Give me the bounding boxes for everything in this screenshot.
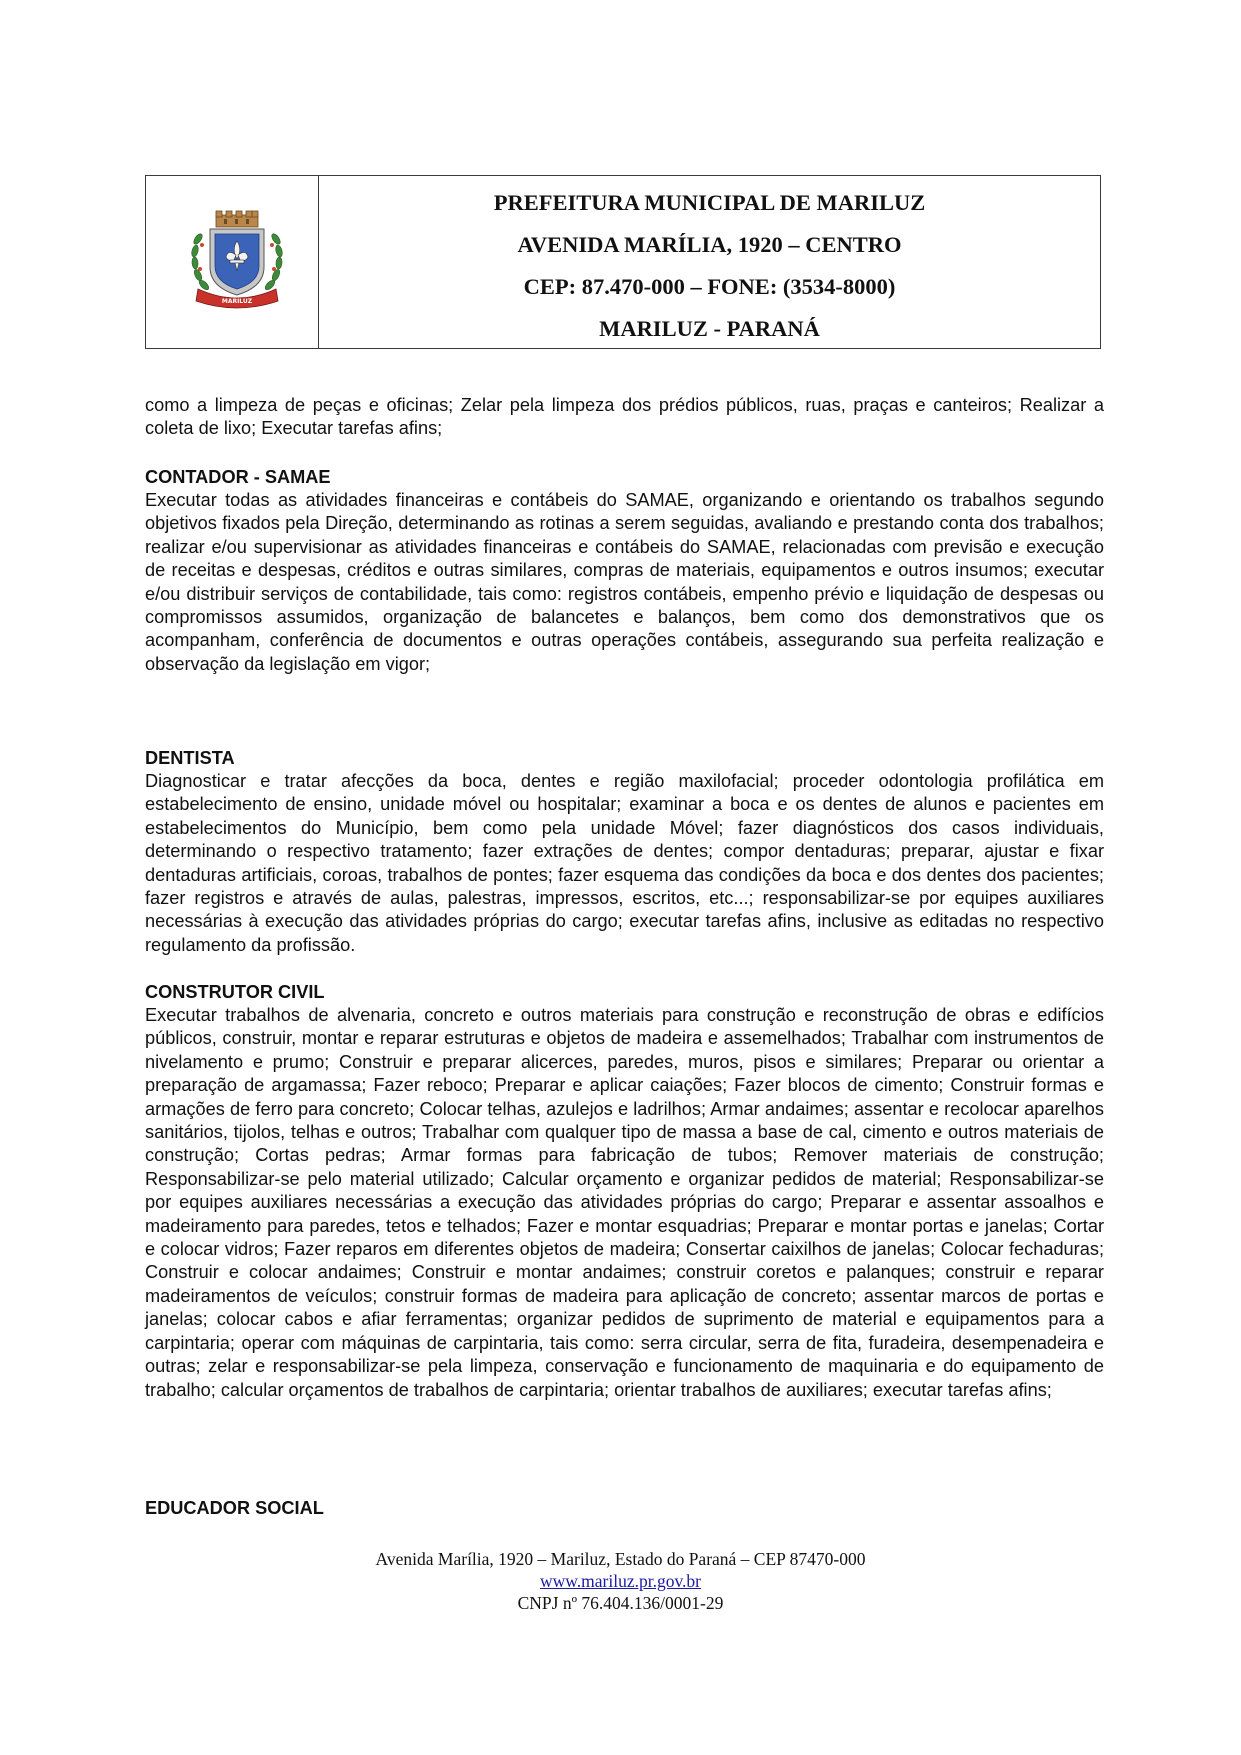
crest-banner-text: MARILUZ xyxy=(221,298,253,305)
section-title-educador: EDUCADOR SOCIAL xyxy=(145,1498,324,1518)
section-text-dentista: Diagnosticar e tratar afecções da boca, dentes e região maxilofacial; proceder odontologia profilática em estabelecimento de ensino, unidade móvel ou hospitalar; examinar a boca e os dentes de alunos e pacientes em estabelecimentos do Município, bem como pela unidade Móvel; fazer diagnósticos dos casos individuais, determinando o respectivo tratamento; fazer extrações de dentes; compor dentaduras; preparar, ajustar e fixar dentaduras artificiais, coroas, trabalhos de pontes; fazer esquema das condições da boca e dos dentes dos pacientes; fazer registros e através de aulas, palestras, impressos, escritos, etc...; responsabilizar-se por equipes auxiliares necessárias à execução das atividades próprias do cargo; executar tarefas afins, inclusive as editadas no respectivo regulamento da profissão. xyxy=(145,771,1104,955)
letterhead-address: AVENIDA MARÍLIA, 1920 – CENTRO xyxy=(517,232,902,257)
section-title-dentista: DENTISTA xyxy=(145,748,235,768)
letterhead xyxy=(145,175,1101,349)
letterhead-location: MARILUZ - PARANÁ xyxy=(599,316,820,341)
footer-address: Avenida Marília, 1920 – Mariluz, Estado do Paraná – CEP 87470-000 xyxy=(375,1549,866,1569)
section-title-contador: CONTADOR - SAMAE xyxy=(145,467,331,487)
letterhead-title: PREFEITURA MUNICIPAL DE MARILUZ xyxy=(493,190,926,215)
section-text-contador: Executar todas as atividades financeiras e contábeis do SAMAE, organizando e orientando os trabalhos segundo objetivos fixados pela Direção, determinando as rotinas a serem seguidas, avaliando e prestando conta dos trabalhos; realizar e/ou supervisionar as atividades financeiras e contábeis do SAMAE, relacionadas com previsão e execução de receitas e despesas, créditos e outras similares, compras de materiais, equipamentos e outros insumos; executar e/ou distribuir serviços de contabilidade, tais como: registros contábeis, empenho prévio e liquidação de despesas ou compromissos assumidos, organização de balancetes e balanços, bem como dos demonstrativos que os acompanham, conferência de documentos e outras operações contábeis, assegurando sua perfeita realização e observação da legislação em vigor; xyxy=(145,490,1104,674)
section-title-construtor: CONSTRUTOR CIVIL xyxy=(145,982,325,1002)
footer-cnpj: CNPJ nº 76.404.136/0001-29 xyxy=(517,1593,724,1613)
letterhead-text xyxy=(319,176,1100,348)
letterhead-logo-cell xyxy=(146,176,319,348)
footer-website-link[interactable]: www.mariluz.pr.gov.br xyxy=(539,1571,702,1591)
intro-paragraph: como a limpeza de peças e oficinas; Zelar pela limpeza dos prédios públicos, ruas, praças e canteiros; Realizar a coleta de lixo; Executar tarefas afins; xyxy=(145,395,1104,439)
municipal-crest-logo xyxy=(186,209,288,313)
letterhead-contact: CEP: 87.470-000 – FONE: (3534-8000) xyxy=(523,274,896,299)
section-text-construtor: Executar trabalhos de alvenaria, concreto e outros materiais para construção e reconstrução de obras e edifícios públicos, construir, montar e reparar estruturas e objetos de madeira e assemelhados; Trabalhar com instrumentos de nivelamento e prumo; Construir e preparar alicerces, paredes, muros, pisos e similares; Preparar ou orientar a preparação de argamassa; Fazer reboco; Preparar e aplicar caiações; Fazer blocos de cimento; Construir formas e armações de ferro para concreto; Colocar telhas, azulejos e ladrilhos; Armar andaimes; assentar e recolocar aparelhos sanitários, tijolos, telhas e outros; Trabalhar com qualquer tipo de massa a base de cal, cimento e outros materiais de construção; Cortas pedras; Armar formas para fabricação de tubos; Remover materiais de construção; Responsabilizar-se pelo material utilizado; Calcular orçamento e organizar pedidos de material; Responsabilizar-se por equipes auxiliares necessárias a execução das atividades próprias do cargo; Preparar e assentar assoalhos e madeiramento para paredes, tetos e telhados; Fazer e montar esquadrias; Preparar e montar portas e janelas; Cortar e colocar vidros; Fazer reparos em diferentes objetos de madeira; Consertar caixilhos de janelas; Colocar fechaduras; Construir e colocar andaimes; Construir e montar andaimes; construir coretos e palanques; construir e reparar madeiramentos de veículos; construir formas de madeira para aplicação de concreto; assentar marcos de portas e janelas; colocar cabos e afiar ferramentas; organizar pedidos de suprimento de material e equipamentos para a carpintaria; operar com máquinas de carpintaria, tais como: serra circular, serra de fita, furadeira, desempenadeira e outras; zelar e responsabilizar-se pela limpeza, conservação e funcionamento de maquinaria e do equipamento de trabalho; calcular orçamentos de trabalhos de carpintaria; orientar trabalhos de auxiliares; executar tarefas afins; xyxy=(145,1005,1104,1400)
footer-website-line xyxy=(0,1571,1241,1592)
